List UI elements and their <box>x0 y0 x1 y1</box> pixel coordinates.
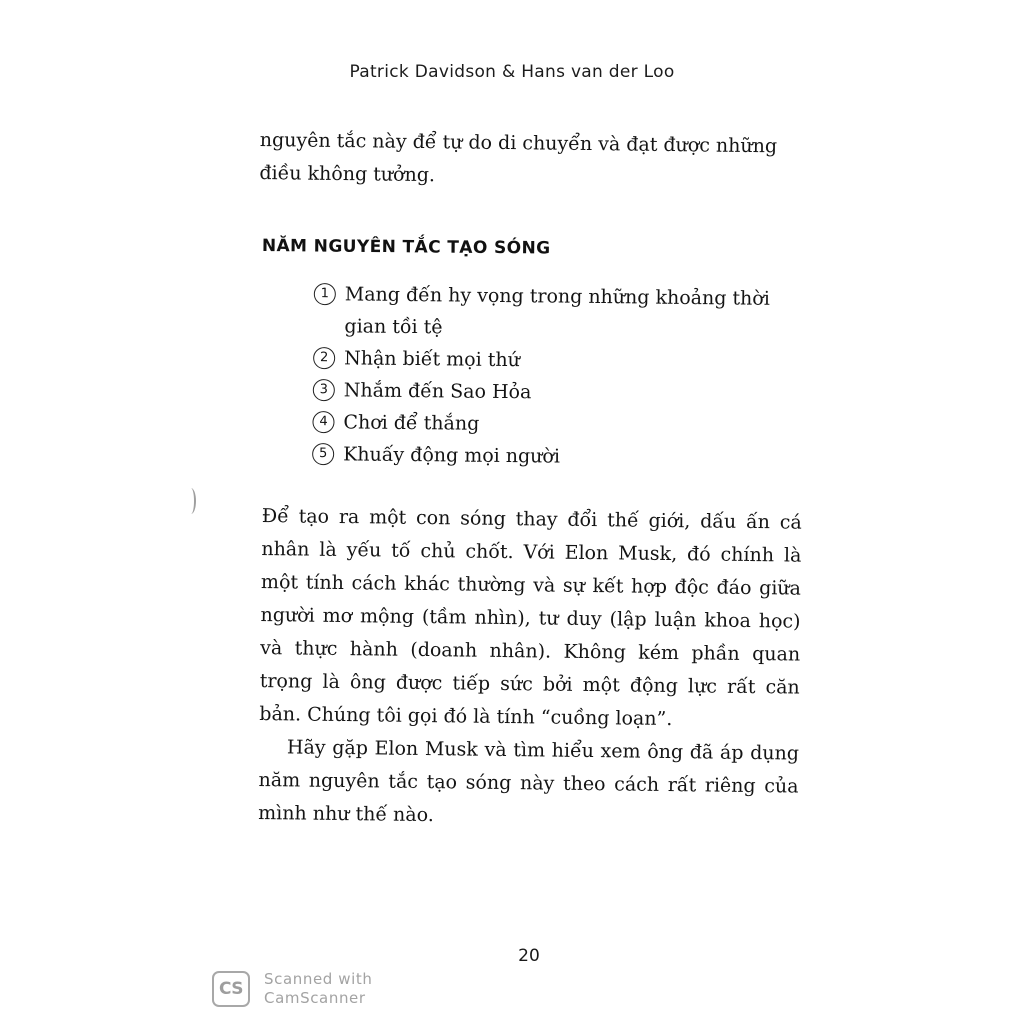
circled-number: 3 <box>313 379 335 401</box>
intro-continuation <box>259 124 800 197</box>
body-text <box>258 500 802 837</box>
running-head: Patrick Davidson & Hans van der Loo <box>349 62 675 82</box>
principle-text: Chơi để thắng <box>343 411 480 435</box>
circled-number: 4 <box>312 411 334 433</box>
circled-number: 2 <box>313 347 335 369</box>
watermark-line: Scanned with <box>264 970 373 988</box>
margin-pencil-mark <box>186 488 196 514</box>
circled-number: 1 <box>314 283 336 305</box>
principle-text: Nhắm đến Sao Hỏa <box>343 379 532 404</box>
watermark-text <box>264 970 373 1008</box>
principle-item <box>312 406 812 443</box>
intro-line: nguyên tắc này để tự do di chuyển và đạt được những <box>259 128 778 158</box>
principle-item <box>312 438 812 475</box>
principle-item <box>313 374 813 411</box>
body-paragraph: Để tạo ra một con sóng thay đổi thế giới, dấu ấn cá nhân là yếu tố chủ chốt. Với Elon Musk, đó chính là một tính cách khác thường và sự kết hợp độc đáo giữa người mơ mộng (tầm nhìn), tư duy (lập luận khoa học) và thực hành (doanh nhân). Không kém phần quan trọng là ông được tiếp sức bởi một động lực rất căn bản. Chúng tôi gọi đó là tính “cuồng loạn”. <box>259 504 802 731</box>
principle-text: Mang đến hy vọng trong những khoảng thời gian tồi tệ <box>344 283 770 339</box>
scanner-watermark <box>212 970 373 1008</box>
principle-item <box>313 342 813 379</box>
principle-text: Nhận biết mọi thứ <box>344 347 521 372</box>
camscanner-logo-icon: CS <box>212 971 250 1007</box>
intro-line: điều không tưởng. <box>259 161 436 187</box>
principles-list <box>312 278 814 475</box>
principle-text: Khuấy động mọi người <box>343 443 561 468</box>
section-heading: NĂM NGUYÊN TẮC TẠO SÓNG <box>261 236 551 259</box>
principle-item <box>313 278 814 347</box>
body-paragraph: Hãy gặp Elon Musk và tìm hiểu xem ông đã áp dụng năm nguyên tắc tạo sóng này theo cách rất riêng của mình như thế nào. <box>258 736 800 827</box>
page-number: 20 <box>518 946 540 966</box>
watermark-line: CamScanner <box>264 989 366 1007</box>
circled-number: 5 <box>312 443 334 465</box>
